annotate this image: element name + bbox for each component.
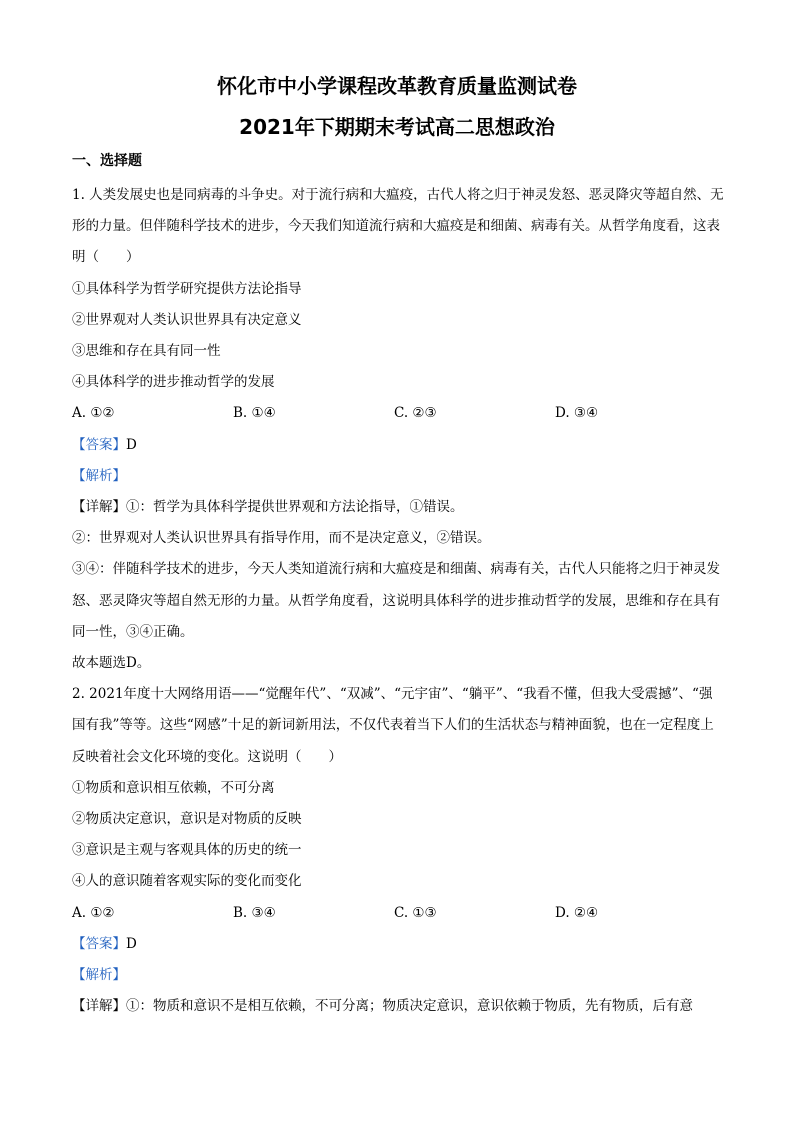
q2-answer bbox=[72, 929, 724, 960]
q2-option-d: D. ②④ bbox=[555, 904, 599, 921]
q1-answer bbox=[72, 430, 724, 461]
q1-item-3: ③思维和存在具有同一性 bbox=[72, 343, 221, 360]
q2-option-a: A. ①② bbox=[72, 904, 115, 921]
q2-item-4: ④人的意识随着客观实际的变化而变化 bbox=[72, 873, 302, 890]
q2-item-2: ②物质决定意识，意识是对物质的反映 bbox=[72, 811, 302, 828]
answer-value: D bbox=[126, 436, 137, 453]
q1-option-c: C. ②③ bbox=[394, 405, 437, 422]
q1-analysis bbox=[72, 461, 724, 492]
analysis-tag: 【解析】 bbox=[72, 467, 126, 484]
detail-text: ①：物质和意识不是相互依赖，不可分离；物质决定意识，意识依赖于物质，先有物质，后有意 bbox=[126, 998, 693, 1015]
q2-analysis bbox=[72, 960, 724, 991]
q2-option-c: C. ①③ bbox=[394, 904, 437, 921]
exam-title: 怀化市中小学课程改革教育质量监测试卷 bbox=[217, 74, 577, 98]
q2-stem: 2. 2021年度十大网络用语——“觉醒年代”、“双减”、“元宇宙”、“躺平”、“我看不懂，但我大受震撼”、“强国有我”等等。这些“网感”十足的新词新用法，不仅代表着当下人们的生活状态与精神面貌，也在一定程度上反映着社会文化环境的变化。这说明（ ） bbox=[72, 686, 714, 765]
q2-item-1: ①物质和意识相互依赖，不可分离 bbox=[72, 779, 275, 796]
q1-item-2: ②世界观对人类认识世界具有决定意义 bbox=[72, 311, 302, 328]
q1-detail-1 bbox=[72, 492, 724, 523]
q1-detail-3: ③④：伴随科学技术的进步，今天人类知道流行病和大瘟疫是和细菌、病毒有关，古代人只能将之归于神灵发怒、恶灵降灾等超自然无形的力量。从哲学角度看，这说明具体科学的进步推动哲学的发展，思维和存在具有同一性，③④正确。 bbox=[72, 561, 720, 640]
q1-options bbox=[72, 398, 724, 429]
answer-value: D bbox=[126, 935, 137, 952]
q2-options bbox=[72, 898, 724, 929]
q1-detail-4: 故本题选D。 bbox=[72, 655, 151, 672]
analysis-tag: 【解析】 bbox=[72, 967, 126, 984]
q1-option-b: B. ①④ bbox=[233, 405, 276, 422]
q1-stem: 1. 人类发展史也是同病毒的斗争史。对于流行病和大瘟疫，古代人将之归于神灵发怒、恶灵降灾等超自然、无形的力量。但伴随科学技术的进步，今天我们知道流行病和大瘟疫是和细菌、病毒有关。从哲学角度看，这表明（ ） bbox=[72, 187, 724, 266]
q1-option-a: A. ①② bbox=[72, 405, 115, 422]
q2-item-3: ③意识是主观与客观具体的历史的统一 bbox=[72, 842, 302, 859]
q1-item-1: ①具体科学为哲学研究提供方法论指导 bbox=[72, 280, 302, 297]
q1-item-4: ④具体科学的进步推动哲学的发展 bbox=[72, 374, 275, 391]
q1-option-d: D. ③④ bbox=[555, 405, 599, 422]
q2-detail-1 bbox=[72, 991, 724, 1022]
q1-detail-2: ②：世界观对人类认识世界具有指导作用，而不是决定意义，②错误。 bbox=[72, 530, 491, 547]
q2-option-b: B. ③④ bbox=[233, 904, 276, 921]
answer-tag: 【答案】 bbox=[72, 935, 126, 952]
exam-subtitle: 2021年下期期末考试高二思想政治 bbox=[239, 115, 555, 139]
exam-body bbox=[72, 180, 724, 1022]
detail-tag: 【详解】 bbox=[72, 998, 126, 1015]
detail-tag: 【详解】 bbox=[72, 499, 126, 516]
answer-tag: 【答案】 bbox=[72, 436, 126, 453]
section-heading: 一、选择题 bbox=[72, 153, 142, 169]
detail-text: ①：哲学为具体科学提供世界观和方法论指导，①错误。 bbox=[126, 499, 464, 516]
